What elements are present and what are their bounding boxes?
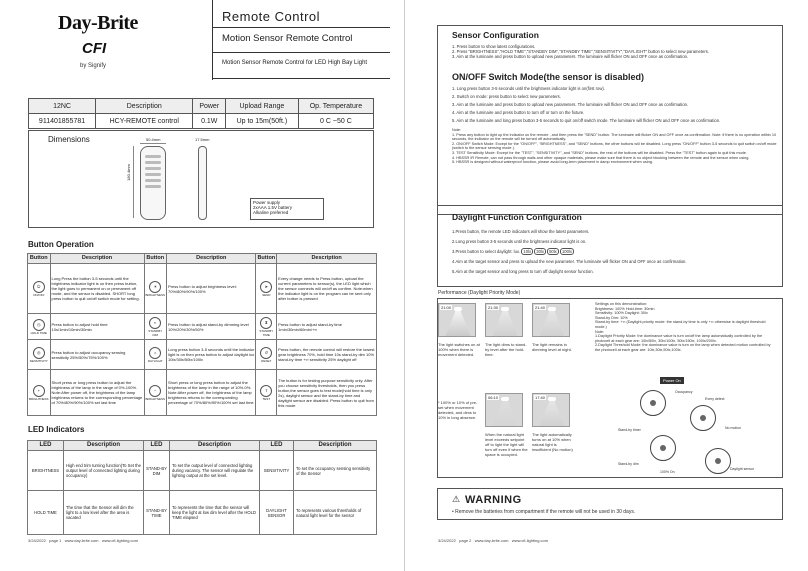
bop-desc: Press button to adjust hold time 10s/1min/10min/30min bbox=[50, 314, 144, 340]
frame-caption: The light automatically turns on at 10% when natural light is insufficient (No motion) bbox=[532, 432, 573, 452]
button-caption: DAYLIGHT bbox=[147, 358, 163, 363]
lux-option: 50lx bbox=[549, 249, 557, 254]
bop-desc: Press button to adjust brightness level: 70%/80%/90%/100% bbox=[167, 264, 256, 314]
button-caption: SEND bbox=[262, 292, 271, 297]
bop-header: Description bbox=[167, 254, 256, 264]
led-header: LED bbox=[28, 441, 64, 451]
diagram-label: Stand-by timer bbox=[618, 428, 641, 432]
led-indicators-title: LED Indicators bbox=[28, 425, 85, 434]
spec-cell: 0.1W bbox=[193, 114, 226, 129]
led-header: LED bbox=[260, 441, 294, 451]
height-label: 180.4mm bbox=[125, 164, 131, 181]
timer-icon: ⧗ bbox=[260, 317, 272, 329]
button-operation-title: Button Operation bbox=[28, 240, 94, 249]
table-row bbox=[28, 340, 377, 370]
bop-desc: Every change needs to Press button, upload the current parameters to sensor(s), the LED light which the sensor connects will on/off as confirm. Note:when the indicator light is on the program can be sent only after button is pressed bbox=[277, 264, 377, 314]
sensor-icon bbox=[705, 448, 731, 474]
diagram-label: Occupancy bbox=[675, 390, 693, 394]
performance-frame bbox=[532, 303, 570, 337]
sensor-config-title: Sensor Configuration bbox=[452, 30, 539, 40]
footer-link[interactable]: www.cfi-lighting.com bbox=[511, 538, 549, 543]
daylight-config-title: Daylight Function Configuration bbox=[452, 212, 582, 222]
sensitivity-icon: ◎ bbox=[33, 347, 45, 359]
bop-header: Button bbox=[256, 254, 277, 264]
sensor-icon bbox=[650, 435, 676, 461]
diagram-label: 100% On bbox=[660, 470, 675, 474]
daylight-steps bbox=[452, 227, 777, 277]
header-rule bbox=[212, 78, 390, 79]
diagram-label: No motion bbox=[725, 426, 741, 430]
bop-desc: Press button to adjust stand-by time 1min/30min/60min/+∞ bbox=[277, 314, 377, 340]
note: 2. ON/OFF Switch Mode: Except for the "ON/OFF", "BRIGHTNESS", and "SEND" buttons, the other buttons will be disabled. Long press "ON/OFF" button 3-5 seconds to quit switch on/off mode (switch to the sensor sensing mode ). bbox=[452, 141, 777, 151]
step: 2.Long press button 3-5 seconds until the brightness indicator light is on. bbox=[452, 239, 587, 244]
step: 3. Aim at the luminaire and press button to upload new parameters. The luminaire will flicker ON and OFF once as confirmation. bbox=[452, 54, 689, 59]
bop-header: Button bbox=[144, 254, 167, 264]
step: 5.Aim at the target sensor and long press to turn off daylight sensor function. bbox=[452, 269, 594, 274]
settings-line: 2.Daylight Threshold Mode: the dominance value is turn on the lamp when detected motion controlled by the photocell at each gear are: 10lx,30lx,50lx,100lx. bbox=[595, 343, 771, 352]
frame-caption: The light dims to stand-by level after the hold-time. bbox=[485, 342, 527, 357]
led-table bbox=[27, 440, 377, 535]
step: 1. Press button to show latest configurations. bbox=[452, 44, 536, 49]
led-desc: The time that the Sensor will dim the light to a low level after the area is vacated bbox=[64, 491, 144, 535]
settings-line: 1.Daylight Priority Mode: the dominance value is turn on/off the lamp automatically controlled by the photocell at each gear are: 10lx/50lx, 30lx/100lx, 50lx/150lx, 100lx/200lx. bbox=[595, 334, 763, 343]
brightness-icon: ☀ bbox=[149, 281, 161, 293]
warning-icon: ⚠ bbox=[452, 494, 461, 504]
settings-line: Note: bbox=[595, 329, 605, 334]
footer-link[interactable]: www.day-brite.com bbox=[64, 538, 99, 543]
step: 2. Press "BRIGHTNESS","HOLD TIME","STANDBY DIM","STANDBY TIME","SENSITIVITY","DAYLIGHT" button to select new parameters. bbox=[452, 49, 709, 54]
diagram-label: Every detect bbox=[705, 397, 725, 401]
send-icon: ➤ bbox=[260, 281, 272, 293]
led-desc: To set the output level of connected lighting during vacancy. The sensor will regulate the lighting output at the set level. bbox=[170, 451, 260, 491]
sensor-config-steps bbox=[452, 44, 777, 59]
led-header: LED bbox=[144, 441, 170, 451]
onoff-steps bbox=[452, 85, 777, 125]
header-divider bbox=[212, 0, 213, 80]
button-caption: BRIGHTNESS bbox=[29, 396, 49, 401]
button-caption: HOLD TIME bbox=[30, 330, 47, 335]
brand-logo: Day-Brite bbox=[58, 12, 138, 34]
lux-option: 30lx bbox=[536, 249, 544, 254]
warning-text: • Remove the batteries from compartment if the remote will not be used in 30 days. bbox=[452, 509, 636, 515]
performance-side-note: * 100% or 10% of pre-set when movement detected, and dims to 10% in long absence. bbox=[438, 400, 478, 420]
led-header: Description bbox=[64, 441, 144, 451]
step: 1.Press button, the remote LED indicators will show the latest parameters. bbox=[452, 229, 590, 234]
power-supply-box bbox=[250, 198, 324, 220]
performance-settings bbox=[595, 302, 775, 353]
note: 1. Press any button to light up the indicator on the remote , and then press the "SEND" button. The luminaire will flicker ON and OFF once as confirmation. Note: if there is no operation within 10 seconds, the indicator on the remote will be turned off automatically. bbox=[452, 132, 777, 142]
bop-header: Description bbox=[50, 254, 144, 264]
footer-link[interactable]: www.cfi-lighting.com bbox=[101, 538, 139, 543]
led-desc: To represents the time that the sensor will keep the light at low dim level after the HOLD TIME elapsed bbox=[170, 491, 260, 535]
warning-title: WARNING bbox=[465, 494, 522, 506]
performance-frame bbox=[485, 393, 523, 427]
spec-header: Description bbox=[96, 99, 193, 114]
performance-frame bbox=[532, 393, 570, 427]
led-header: Description bbox=[170, 441, 260, 451]
by-line: by Signify bbox=[80, 63, 107, 69]
settings-line: Settings on this demonstration: bbox=[595, 302, 648, 306]
onoff-mode-title: ON/OFF Switch Mode(the sensor is disabled) bbox=[452, 72, 645, 82]
frame-time: 06:10 bbox=[488, 395, 499, 400]
bop-header: Button bbox=[28, 254, 51, 264]
note: 5. HBSSR is designed without waterproof function, please avoid long-term placement in damp environment when using. bbox=[452, 160, 653, 165]
frame-caption: The light switches on at 100% when there is movement detected. bbox=[438, 342, 480, 357]
led-name: STAND-BY DIM bbox=[144, 451, 170, 491]
step: 1. Long press button 3-5 seconds until the brightness indicator light is on(first row). bbox=[452, 86, 605, 91]
footer-page: page 2 bbox=[459, 538, 472, 543]
spec-header: Upload Range bbox=[226, 99, 299, 114]
bop-desc: Short press or long press button to adjust the brightness of the lamp in the range of 0%-100%. Note:After power off, the brightness of the lamp brightness returns to the corresponding percentage of 70%/80%/90%/100% set last time bbox=[50, 370, 144, 416]
led-name: SENSITIVITY bbox=[260, 451, 294, 491]
table-row bbox=[28, 491, 377, 535]
onoff-notes bbox=[452, 128, 777, 165]
spec-cell: 911401855781 bbox=[29, 114, 96, 129]
note: 4. HBSSR IR Remote, can not pass through walls and other opaque materials, please make sure that there is no object blocking between the remote and the sensor when using. bbox=[452, 155, 750, 160]
bop-desc: Short press or long press button to adjust the brightness of the lamp in the range of 10%-0%. Note:After power off, the brightness of the lamp brightness returns to the corresponding percentage of 70%/80%/90%/100% set last time bbox=[167, 370, 256, 416]
led-name: HOLD TIME bbox=[28, 491, 64, 535]
button-caption: STANDBY DIM bbox=[148, 328, 163, 337]
dim-line bbox=[133, 146, 134, 218]
settings-line: Brightness: 100% Hold-time: 30min bbox=[595, 306, 655, 311]
note-label: Note: bbox=[452, 128, 462, 132]
led-header: Description bbox=[294, 441, 377, 451]
footer-page: page 1 bbox=[49, 538, 62, 543]
button-caption: TEST bbox=[262, 396, 271, 401]
bop-desc: Long press button 3-5 seconds until the indicator light is on then press button to adjust daylight lux 10lx/30lx/50lx/100lx bbox=[167, 340, 256, 370]
page-divider bbox=[404, 0, 405, 571]
footer-left bbox=[28, 538, 138, 543]
bop-header: Description bbox=[277, 254, 377, 264]
power-line: 2xAAA 1.5V battery bbox=[253, 205, 293, 210]
sensor-icon bbox=[640, 390, 666, 416]
depth-label: 17.5mm bbox=[195, 137, 210, 142]
lux-option: 10lx bbox=[523, 249, 532, 254]
bop-desc: The button is for testing purpose sensitivity only. After you choose sensitivity thresholds, then you press button,the sensor goes to test mode(hold time is only 2s), daylight sensor and the stand-by time and daylight sensor are disabled. Press button to quit from this mode bbox=[277, 370, 377, 416]
plus-icon: + bbox=[33, 385, 45, 397]
power-line: Power supply bbox=[253, 200, 281, 205]
step-text: 3.Press button to select daylight: lux. bbox=[452, 249, 521, 254]
power-line: Alkaline preferred bbox=[253, 210, 289, 215]
dim-line bbox=[140, 143, 166, 144]
table-row bbox=[28, 264, 377, 314]
footer-date: 3/24/2022 bbox=[438, 538, 456, 543]
page-title: Remote Control bbox=[222, 9, 321, 24]
led-desc: High end trim turning function(To Set the output level of connected lighting during occupancy) bbox=[64, 451, 144, 491]
step: 4. Aim at the luminaire and press button to turn off or turn on the fixture. bbox=[452, 110, 585, 115]
spec-header: Power bbox=[193, 99, 226, 114]
frame-time: 17:40 bbox=[535, 395, 546, 400]
spec-cell: Up to 15m(50ft.) bbox=[226, 114, 299, 129]
spec-header: 12NC bbox=[29, 99, 96, 114]
dimensions-title: Dimensions bbox=[48, 135, 90, 144]
performance-frame bbox=[438, 303, 476, 337]
frame-time: 21:40 bbox=[535, 305, 546, 310]
bop-desc: Long Press the button 3-5 seconds until the brightness indicator light is on then press button, the light goes to permanent on or permanent off mode, and the sensor is disabled. SHORT long press button to quit on/off switch mode for setting. bbox=[50, 264, 144, 314]
settings-line: Sensitivity: 100% Daylight: 30lx bbox=[595, 311, 648, 316]
led-name: DAYLIGHT SENSOR bbox=[260, 491, 294, 535]
step bbox=[452, 247, 777, 257]
step: 3. Aim at the luminaire and press button to upload new parameters. The luminaire will flicker ON and OFF once as confirmation. bbox=[452, 102, 689, 107]
step: 4.Aim at the target sensor and press to upload the new parameter. The luminaire will flicker ON and OFF once as confirmation. bbox=[452, 259, 687, 264]
spec-header: Op. Temperature bbox=[298, 99, 373, 114]
sensor-icon bbox=[690, 405, 716, 431]
led-desc: To represents various thresholds of natural light level for the sensor bbox=[294, 491, 377, 535]
page-description: Motion Sensor Remote Control for LED High Bay Light bbox=[222, 60, 368, 66]
led-desc: To set the occupancy sensing sensitivity of the Sensor bbox=[294, 451, 377, 491]
settings-line: Stand-by time: +∞ (Daylight priority mode: the stand-by time is only +∞ otherwise is daylight threshold mode.) bbox=[595, 320, 766, 329]
header-rule bbox=[212, 52, 390, 53]
frame-time: 21:00 bbox=[441, 305, 452, 310]
table-row bbox=[28, 314, 377, 340]
clock-icon: ◷ bbox=[33, 319, 45, 331]
power-icon: ⏻ bbox=[33, 281, 45, 293]
header-rule bbox=[212, 27, 390, 28]
minus-icon: − bbox=[149, 385, 161, 397]
sub-brand-logo: CFI bbox=[82, 40, 107, 57]
footer-date: 3/24/2022 bbox=[28, 538, 46, 543]
frame-time: 21:30 bbox=[488, 305, 499, 310]
button-caption: SENSITIVITY bbox=[29, 358, 48, 363]
button-caption: RESET bbox=[261, 358, 272, 363]
settings-line: Stand-by Dim: 10% bbox=[595, 315, 628, 320]
button-caption: BRIGHTNESS bbox=[145, 396, 166, 401]
diagram-label: Stand-by dim bbox=[618, 462, 639, 466]
footer-link[interactable]: www.day-brite.com bbox=[474, 538, 509, 543]
led-name: BRIGHTNESS bbox=[28, 451, 64, 491]
led-name: STAND-BY TIME bbox=[144, 491, 170, 535]
bop-desc: Press button to adjust occupancy sensing sensitivity 25%/50%/75%/100% bbox=[50, 340, 144, 370]
spec-cell: HCY-REMOTE control bbox=[96, 114, 193, 129]
table-row bbox=[28, 451, 377, 491]
frame-caption: The light remains in dimming level at night. bbox=[532, 342, 572, 352]
step: 2. Switch on mode: press button to select new parameters. bbox=[452, 94, 561, 99]
daylight-icon: ☼ bbox=[149, 347, 161, 359]
performance-frame bbox=[485, 303, 523, 337]
button-caption: BRIGHTNESS bbox=[145, 292, 166, 297]
bop-desc: Press button, the remote control will restore the lowest gear brightness 70%, hold time 10s stand-by dim 10% stand-by time +∞ sensitivity 25% daylight off bbox=[277, 340, 377, 370]
button-operation-table bbox=[27, 253, 377, 416]
lux-option: 100lx bbox=[561, 249, 572, 254]
table-row bbox=[28, 370, 377, 416]
footer-right bbox=[438, 538, 548, 543]
step: 5. Aim at the luminaire and long press button 3-5 seconds to quit on/off switch mode. The luminaire will flicker ON and OFF once as confirmation. bbox=[452, 118, 721, 123]
spec-table bbox=[28, 98, 374, 129]
remote-front-drawing bbox=[140, 146, 166, 220]
bop-desc: Press button to adjust stand-by dimming level 10%/20%/30%/50% bbox=[167, 314, 256, 340]
reset-icon: ↺ bbox=[260, 347, 272, 359]
button-caption: STANDBY TIME bbox=[259, 328, 274, 337]
dim-icon: ◐ bbox=[149, 317, 161, 329]
test-icon: T bbox=[260, 385, 272, 397]
diagram-label: Daylight sensor bbox=[730, 467, 755, 471]
width-label: 50.4mm bbox=[146, 137, 161, 142]
diagram-power-on: Power On bbox=[660, 377, 684, 384]
button-caption: ON/OFF bbox=[33, 292, 45, 297]
remote-side-drawing bbox=[198, 146, 207, 220]
frame-caption: When the natural light level exceeds setpoint off to light the light will turn off even if when the space is occupied. bbox=[485, 432, 528, 457]
performance-title: Performance (Daylight Priority Mode) bbox=[438, 290, 521, 296]
note: 3. TEST Sensitivity Mode: Except for the "TEST", "SENSITIVITY", and "SEND" buttons, the rest of the buttons will be disabled. Press the "TEST" button again to quit this mode. bbox=[452, 150, 747, 155]
page-subtitle: Motion Sensor Remote Control bbox=[222, 33, 353, 44]
spec-cell: 0 C ~50 C bbox=[298, 114, 373, 129]
